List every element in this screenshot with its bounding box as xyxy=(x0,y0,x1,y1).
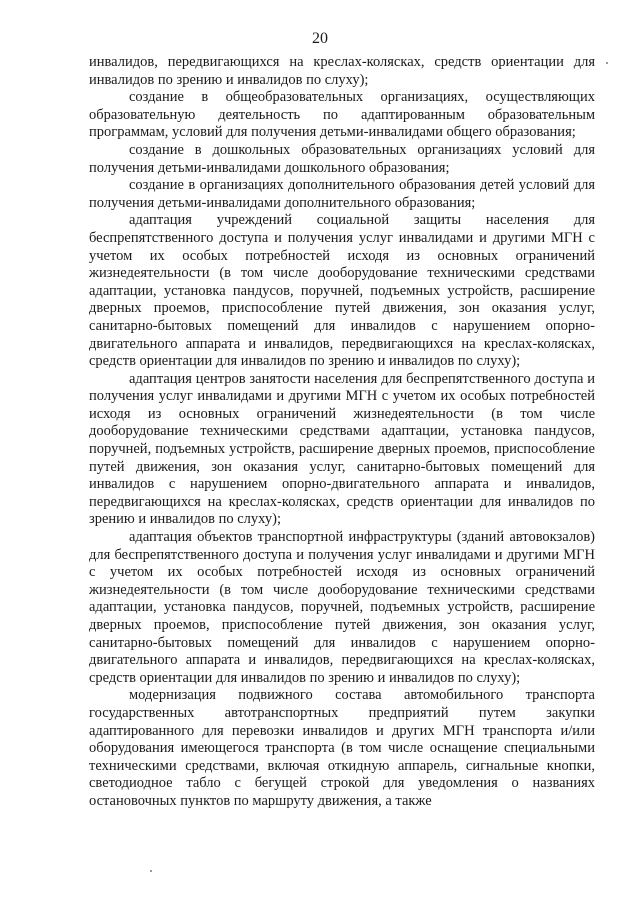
paragraph-continuation: инвалидов, передвигающихся на креслах-колясках, средств ориентации для инвалидов по зрению и инвалидов по слуху); xyxy=(89,54,595,88)
page-number: 20 xyxy=(312,30,328,47)
paragraph-vehicle-modernization: модернизация подвижного состава автомобильного транспорта государственных автотранспортных предприятий путем закупки адаптированного для перевозки инвалидов и других МГН транспорта и/или оборудования имеющегося транспорта (в том числе оснащение специальными техническими средствами, включая откидную аппарель, сигнальные кнопки, светодиодное табло с бегущей строкой для уведомления о названиях остановочных пунктов по маршруту движения, а также xyxy=(89,687,595,809)
paragraph-general-education: создание в общеобразовательных организациях, осуществляющих образовательную деятельность по адаптированным образовательным программам, условий для получения детьми-инвалидами общего образования; xyxy=(89,89,595,141)
scan-speck xyxy=(150,870,152,872)
paragraph-additional-education: создание в организациях дополнительного образования детей условий для получения детьми-инвалидами дополнительного образования; xyxy=(89,177,595,211)
paragraph-social-protection: адаптация учреждений социальной защиты населения для беспрепятственного доступа и получения услуг инвалидами и другими МГН с учетом их особых потребностей исходя из основных ограничений жизнедеятельности (в том числе дооборудование техническими средствами адаптации, установка пандусов, поручней, подъемных устройств, расширение дверных проемов, приспособление путей движения, зон оказания услуг, санитарно-бытовых помещений для инвалидов с нарушением опорно-двигательного аппарата и инвалидов, передвигающихся на креслах-колясках, средств ориентации для инвалидов по зрению и инвалидов по слуху); xyxy=(89,212,595,370)
scan-speck xyxy=(606,62,608,64)
paragraph-employment-centers: адаптация центров занятости населения для беспрепятственного доступа и получения услуг инвалидами и другими МГН с учетом их особых потребностей исходя из основных ограничений жизнедеятельности (в том числе дооборудование техническими средствами адаптации, установка пандусов, поручней, подъемных устройств, расширение дверных проемов, приспособление путей движения, зон оказания услуг, санитарно-бытовых помещений для инвалидов с нарушением опорно-двигательного аппарата и инвалидов, передвигающихся на креслах-колясках, средств ориентации для инвалидов по зрению и инвалидов по слуху); xyxy=(89,370,595,528)
document-body xyxy=(89,54,595,811)
paragraph-preschool-education: создание в дошкольных образовательных организациях условий для получения детьми-инвалидами дошкольного образования; xyxy=(89,141,595,176)
paragraph-transport-infrastructure: адаптация объектов транспортной инфраструктуры (зданий автовокзалов) для беспрепятственного доступа и получения услуг инвалидами и другими МГН с учетом их особых потребностей исходя из основных ограничений жизнедеятельности (в том числе дооборудование техническими средствами адаптации, установка пандусов, поручней, подъемных устройств, расширение дверных проемов, приспособление путей движения, зон оказания услуг, санитарно-бытовых помещений для инвалидов с нарушением опорно-двигательного аппарата и инвалидов, передвигающихся на креслах-колясках, средств ориентации для инвалидов по зрению и инвалидов по слуху); xyxy=(89,529,595,686)
